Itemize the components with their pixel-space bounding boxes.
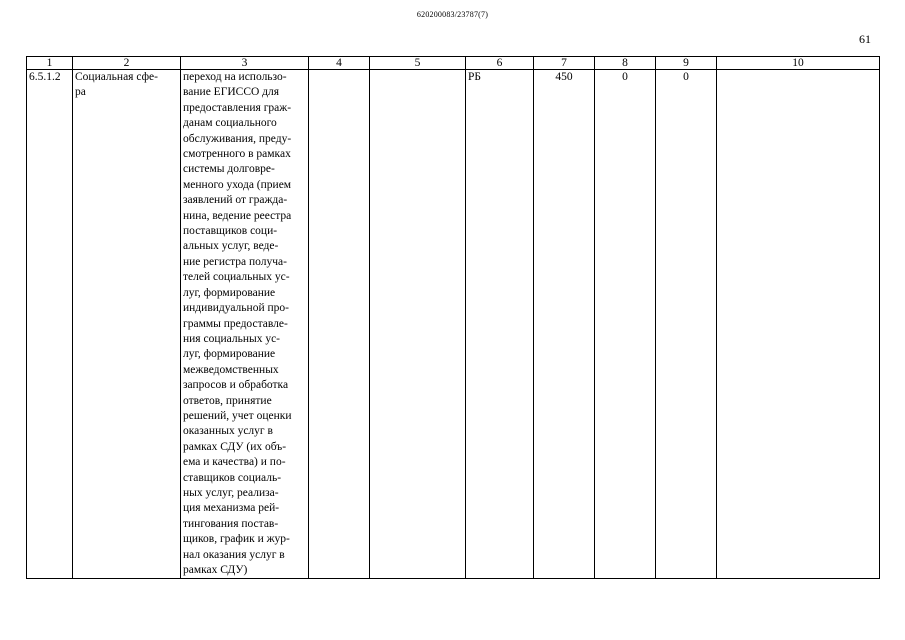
- amount-col8-cell: 0: [595, 70, 656, 579]
- col10-cell: [717, 70, 880, 579]
- budget-table: [26, 56, 880, 579]
- column-header-10: 10: [717, 57, 880, 70]
- column-header-2: 2: [73, 57, 181, 70]
- sphere-cell: Социальная сфе- ра: [73, 70, 181, 579]
- col5-cell: [370, 70, 466, 579]
- funding-source-cell: РБ: [466, 70, 534, 579]
- column-header-1: 1: [27, 57, 73, 70]
- description-cell: переход на использо- вание ЕГИССО для предоставления граж- данам социального обслуживания, преду- смотренного в рамках системы долговре- менного ухода (прием заявлений от гражда- нина, ведение реестра поставщиков соци- альных услуг, веде- ние регистра получа- телей социальных ус- луг, формирование индивидуальной про- граммы предоставле- ния социальных ус- луг, формирование межведомственных запросов и обработка ответов, принятие решений, учет оценки оказанных услуг в рамках СДУ (их объ- ема и качества) и по- ставщиков социаль- ных услуг, реализа- ция механизма рей- тингования постав- щиков, график и жур- нал оказания услуг в рамках СДУ): [181, 70, 309, 579]
- column-header-6: 6: [466, 57, 534, 70]
- table-row: [27, 70, 880, 579]
- column-header-7: 7: [534, 57, 595, 70]
- column-header-5: 5: [370, 57, 466, 70]
- column-header-3: 3: [181, 57, 309, 70]
- page-number: 61: [859, 32, 871, 46]
- col4-cell: [309, 70, 370, 579]
- amount-col7-cell: 450: [534, 70, 595, 579]
- column-header-4: 4: [309, 57, 370, 70]
- document-id: 620200083/23787(7): [416, 10, 489, 19]
- column-header-9: 9: [656, 57, 717, 70]
- amount-col9-cell: 0: [656, 70, 717, 579]
- item-number-cell: 6.5.1.2: [27, 70, 73, 579]
- header-row: [27, 57, 880, 70]
- column-header-8: 8: [595, 57, 656, 70]
